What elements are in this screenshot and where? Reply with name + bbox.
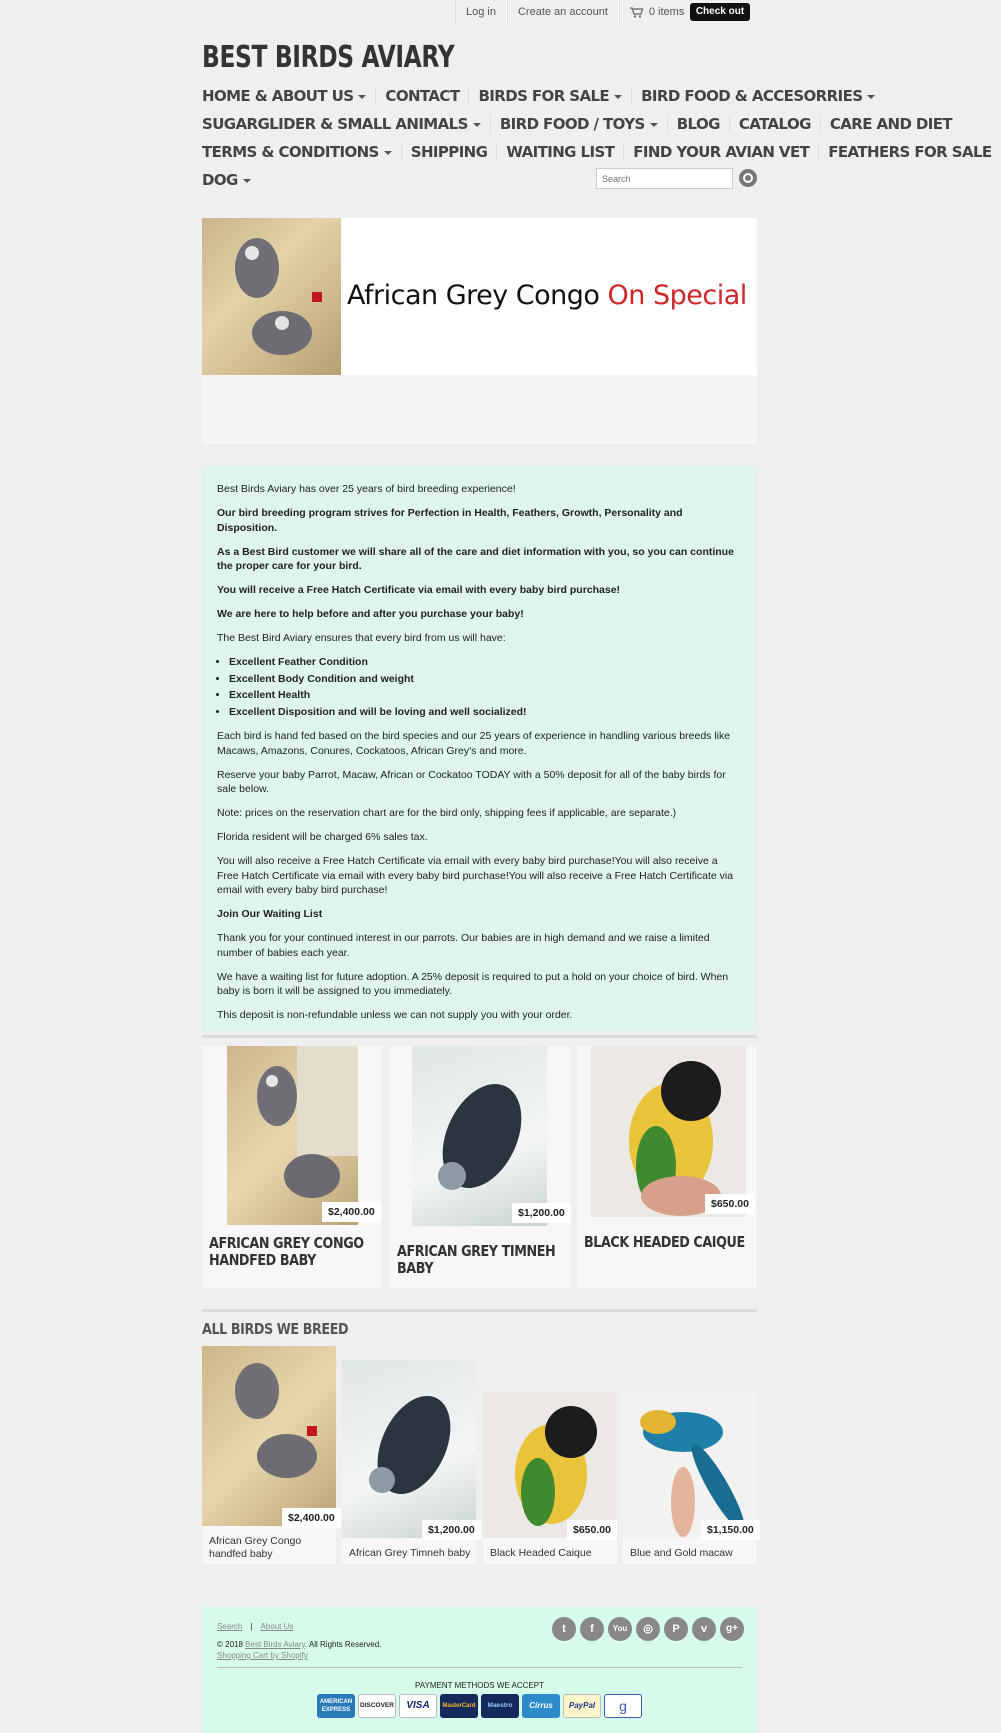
cart-icon	[630, 7, 643, 18]
product-photo	[227, 1046, 358, 1225]
chevron-down-icon	[243, 179, 251, 183]
nav-row	[202, 138, 992, 166]
divider	[202, 1309, 757, 1312]
product-photo	[412, 1046, 547, 1226]
google-checkout-icon: g	[604, 1694, 642, 1718]
login-link[interactable]: Log in	[455, 0, 507, 24]
intro-paragraph: As a Best Bird customer we will share all of the care and diet information with you, so you can continue the proper care for your bird.	[217, 545, 734, 572]
nav-sugarglider[interactable]: SUGARGLIDER & SMALL ANIMALS	[202, 115, 491, 133]
visa-icon: VISA	[399, 1694, 437, 1718]
price-tag: $1,200.00	[422, 1520, 481, 1540]
cart-link[interactable]	[619, 0, 695, 24]
vimeo-icon[interactable]: v	[692, 1617, 716, 1641]
list-item: • Excellent Health	[229, 688, 742, 703]
feature-list	[229, 655, 742, 719]
footer-search-link[interactable]: Search	[217, 1622, 243, 1631]
payment-methods	[317, 1694, 642, 1718]
price-tag: $2,400.00	[282, 1508, 341, 1528]
discover-icon: DISCOVER	[358, 1694, 396, 1718]
nav-terms[interactable]: TERMS & CONDITIONS	[202, 143, 402, 161]
intro-paragraph: Thank you for your continued interest in our parrots. Our babies are in high demand and we raise a limited number of babies each year.	[217, 932, 710, 959]
intro-paragraph: Best Birds Aviary has over 25 years of bird breeding experience!	[217, 483, 516, 495]
product-photo	[342, 1360, 476, 1538]
separator: |	[250, 1622, 253, 1631]
create-account-link[interactable]: Create an account	[507, 0, 619, 24]
section-title: ALL BIRDS WE BREED	[202, 1320, 349, 1338]
intro-paragraph: We are here to help before and after you purchase your baby!	[217, 608, 524, 620]
price-tag: $650.00	[567, 1520, 617, 1540]
chevron-down-icon	[358, 95, 366, 99]
nav-home-about[interactable]: HOME & ABOUT US	[202, 87, 376, 105]
price-tag: $650.00	[705, 1194, 755, 1214]
maestro-icon: Maestro	[481, 1694, 519, 1718]
product-name[interactable]: Black Headed Caique	[490, 1547, 592, 1559]
product-photo	[591, 1046, 746, 1217]
nav-dog[interactable]: DOG	[202, 171, 260, 189]
product-name[interactable]: Blue and Gold macaw	[630, 1547, 733, 1559]
footer-about-link[interactable]: About Us	[260, 1622, 294, 1631]
social-links	[552, 1617, 744, 1641]
product-title[interactable]: BLACK HEADED CAIQUE	[584, 1233, 745, 1251]
intro-paragraph: Note: prices on the reservation chart are for the bird only, shipping fees if applicable, are separate.)	[217, 807, 677, 819]
intro-paragraph: Each bird is hand fed based on the bird species and our 25 years of experience in handling various breeds like Macaws, Amazons, Conures, Cockatoos, African Grey's and more.	[217, 730, 731, 757]
featured-product[interactable]	[202, 1046, 382, 1288]
top-bar	[455, 0, 695, 24]
instagram-icon[interactable]: ◎	[636, 1617, 660, 1641]
price-tag: $2,400.00	[322, 1202, 381, 1222]
paypal-icon: PayPal	[563, 1694, 601, 1718]
nav-feathers[interactable]: FEATHERS FOR SALE	[828, 143, 992, 161]
nav-catalog[interactable]: CATALOG	[739, 115, 821, 133]
amex-icon: AMERICAN EXPRESS	[317, 1694, 355, 1718]
cart-count: 0 items	[648, 6, 685, 18]
chevron-down-icon	[650, 123, 658, 127]
price-tag: $1,150.00	[701, 1520, 760, 1540]
banner-text: African Grey Congo On Special	[347, 280, 747, 311]
checkout-button[interactable]: Check out	[690, 3, 750, 21]
copyright: © 2018 Best Birds Aviary. All Rights Reserved. Shopping Cart by Shopify	[217, 1640, 382, 1660]
nav-birds-for-sale[interactable]: BIRDS FOR SALE	[478, 87, 632, 105]
nav-bird-food-accessories[interactable]: BIRD FOOD & ACCESORRIES	[641, 87, 884, 105]
shopify-link[interactable]: Shopping Cart by Shopify	[217, 1651, 308, 1660]
footer-links	[217, 1622, 293, 1631]
price-tag: $1,200.00	[512, 1203, 571, 1223]
intro-paragraph: Join Our Waiting List	[217, 908, 323, 920]
youtube-icon[interactable]: You	[608, 1617, 632, 1641]
nav-row	[202, 82, 863, 110]
search-input[interactable]	[596, 168, 733, 189]
nav-find-vet[interactable]: FIND YOUR AVIAN VET	[633, 143, 819, 161]
cirrus-icon: Cirrus	[522, 1694, 560, 1718]
intro-text	[202, 466, 757, 1031]
divider	[202, 1035, 757, 1038]
nav-contact[interactable]: CONTACT	[385, 87, 469, 105]
nav-blog[interactable]: BLOG	[677, 115, 730, 133]
mastercard-icon: MasterCard	[440, 1694, 478, 1718]
product-photo	[483, 1392, 617, 1538]
chevron-down-icon	[867, 95, 875, 99]
google-plus-icon[interactable]: g+	[720, 1617, 744, 1641]
chevron-down-icon	[473, 123, 481, 127]
site-title[interactable]: BEST BIRDS AVIARY	[202, 40, 455, 75]
intro-paragraph: You will also receive a Free Hatch Certificate via email with every baby bird purchase!You will also receive a Free Hatch Certificate via email with every baby bird purchase!You will also receive a Free Hatch Certificate via email with every baby bird purchase!	[217, 855, 734, 896]
list-item: • Excellent Disposition and will be loving and well socialized!	[229, 705, 742, 720]
product-title[interactable]: AFRICAN GREY TIMNEH BABY	[397, 1242, 556, 1277]
search-icon[interactable]	[739, 169, 757, 187]
footer	[202, 1607, 757, 1733]
nav-care-diet[interactable]: CARE AND DIET	[829, 115, 953, 133]
nav-shipping[interactable]: SHIPPING	[411, 143, 498, 161]
hero-banner[interactable]	[202, 218, 757, 444]
chevron-down-icon	[614, 95, 622, 99]
product-card[interactable]	[342, 1360, 476, 1564]
twitter-icon[interactable]: t	[552, 1617, 576, 1641]
product-photo	[202, 1346, 336, 1526]
product-name[interactable]: African Grey Timneh baby	[349, 1547, 471, 1559]
footer-site-link[interactable]: Best Birds Aviary	[245, 1640, 305, 1649]
facebook-icon[interactable]: f	[580, 1617, 604, 1641]
chevron-down-icon	[384, 151, 392, 155]
footer-divider	[217, 1667, 742, 1668]
product-photo	[623, 1392, 757, 1538]
featured-product[interactable]	[390, 1046, 570, 1288]
product-name[interactable]: African Grey Congo handfed baby	[209, 1535, 302, 1560]
intro-paragraph: The Best Bird Aviary ensures that every bird from us will have:	[217, 632, 506, 644]
product-card[interactable]	[202, 1346, 336, 1564]
intro-paragraph: You will receive a Free Hatch Certificate via email with every baby bird purchase!	[217, 584, 621, 596]
intro-paragraph: Our bird breeding program strives for Perfection in Health, Feathers, Growth, Personality and Disposition.	[217, 507, 683, 534]
banner-photo	[202, 218, 341, 375]
pinterest-icon[interactable]: P	[664, 1617, 688, 1641]
intro-paragraph: Florida resident will be charged 6% sales tax.	[217, 831, 428, 843]
nav-waiting-list[interactable]: WAITING LIST	[506, 143, 624, 161]
intro-paragraph: We have a waiting list for future adoption. A 25% deposit is required to put a hold on your choice of bird. When baby is born it will be assigned to you immediately.	[217, 970, 729, 997]
list-item: • Excellent Feather Condition	[229, 655, 742, 670]
intro-paragraph: This deposit is non-refundable unless we can not supply you with your order.	[217, 1009, 573, 1021]
product-card[interactable]	[483, 1392, 617, 1564]
list-item: • Excellent Body Condition and weight	[229, 672, 742, 687]
featured-product[interactable]	[577, 1046, 757, 1288]
intro-paragraph: Reserve your baby Parrot, Macaw, African or Cockatoo TODAY with a 50% deposit for all of the baby birds for sale below.	[217, 768, 726, 795]
product-title[interactable]: AFRICAN GREY CONGO HANDFED BABY	[209, 1234, 364, 1269]
nav-row	[202, 110, 953, 138]
product-card[interactable]	[623, 1392, 757, 1564]
payment-title: PAYMENT METHODS WE ACCEPT	[415, 1681, 544, 1690]
nav-bird-food-toys[interactable]: BIRD FOOD / TOYS	[500, 115, 668, 133]
